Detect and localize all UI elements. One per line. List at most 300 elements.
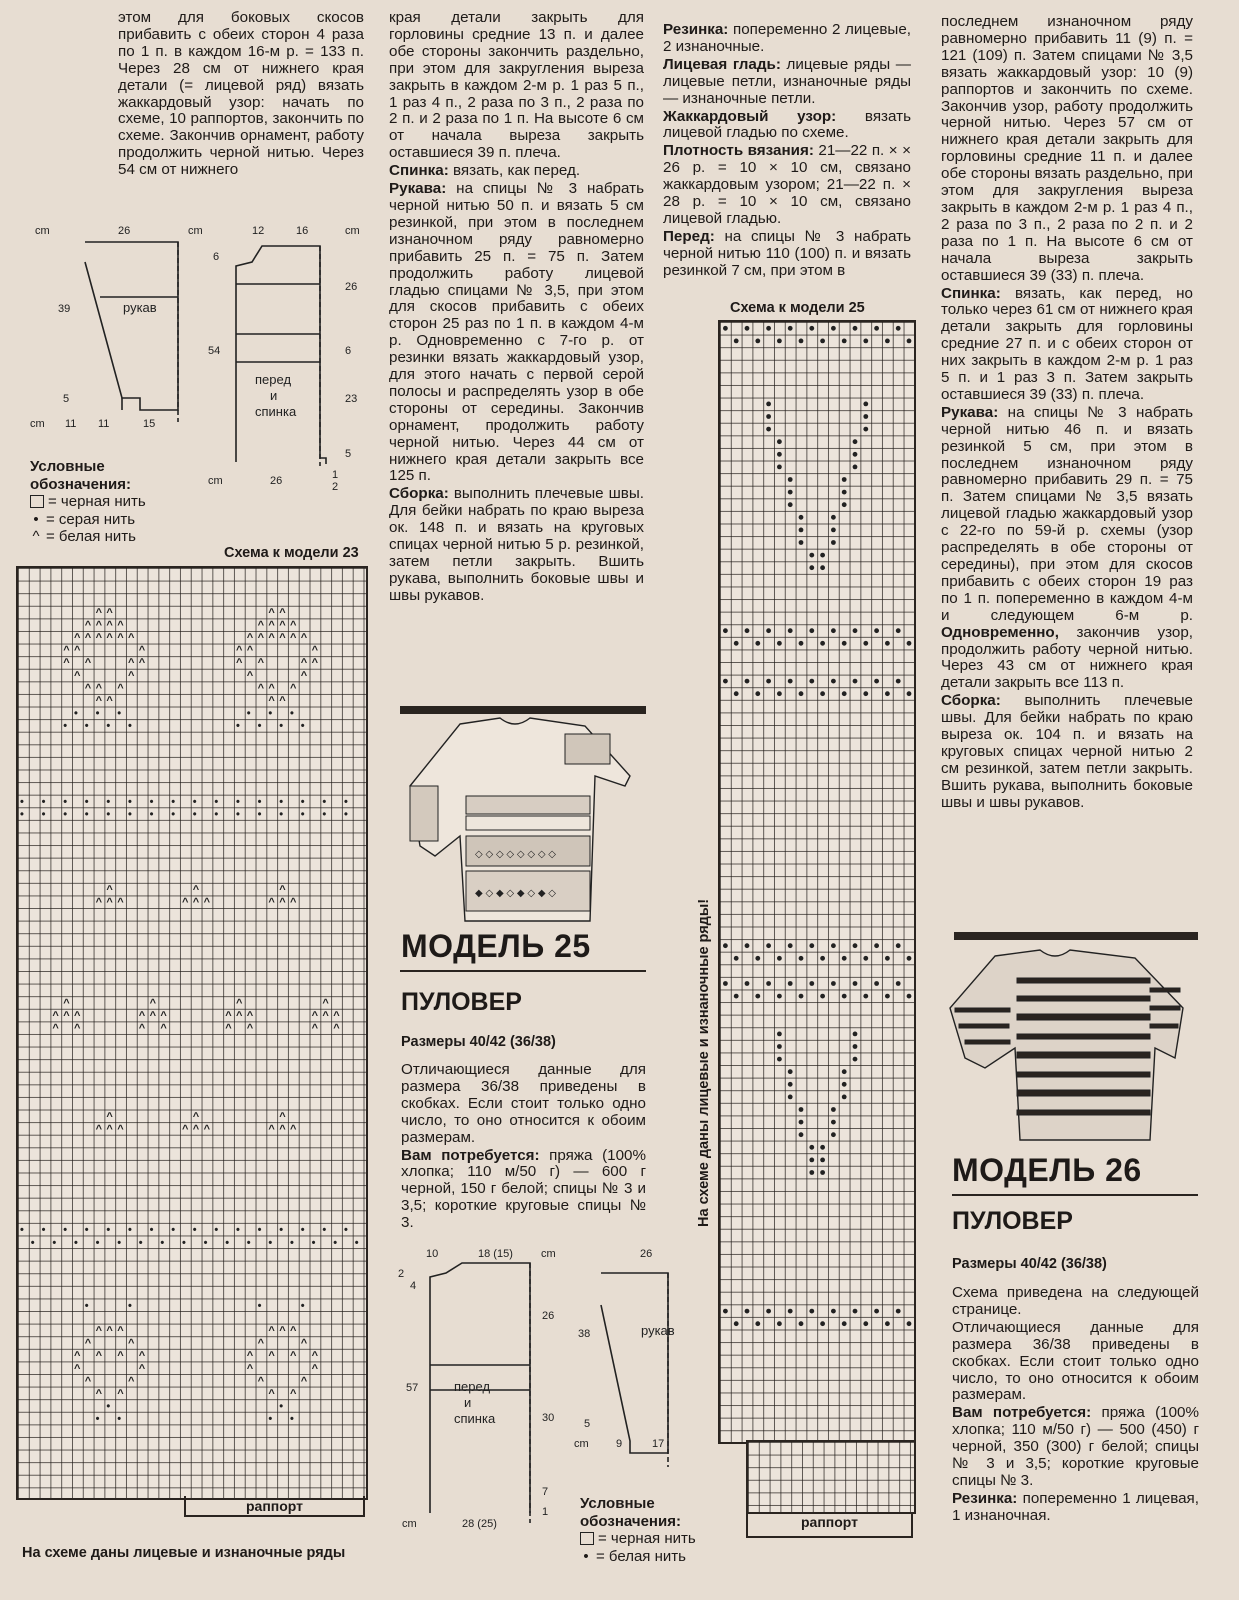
dot-symbol (874, 628, 879, 633)
dot-symbol: • (20, 1224, 24, 1237)
dot-symbol: • (106, 1400, 111, 1413)
dot-symbol: • (63, 720, 68, 733)
dot-symbol: • (74, 1236, 78, 1249)
model26-p1: Схема приведена на следующей странице. (952, 1284, 1199, 1318)
dot-symbol (809, 553, 814, 558)
caret-symbol: ^ (128, 632, 135, 644)
caret-symbol: ^ (84, 682, 92, 695)
dim-54: 54 (208, 345, 221, 357)
dot-symbol: • (30, 1236, 35, 1249)
dot-symbol (820, 565, 825, 570)
caret-symbol: ^ (333, 1010, 340, 1022)
dot-symbol: • (279, 1400, 284, 1413)
dim-26b: 26 (345, 281, 358, 293)
col3-p3: вязать лицевой гладью по схеме. (663, 107, 911, 142)
dot-symbol (734, 339, 739, 344)
dot-symbol (788, 477, 793, 482)
dot-symbol: • (95, 707, 100, 720)
dot-symbol (788, 943, 793, 948)
dot-symbol (766, 427, 771, 432)
dot-symbol (809, 1158, 814, 1163)
caret-symbol: ^ (268, 1123, 275, 1136)
dot-symbol (777, 465, 782, 470)
caret-symbol: ^ (268, 695, 275, 707)
caret-symbol: ^ (95, 695, 103, 707)
model25-p2: пряжа (100% хлопка; 110 м/50 г) — 600 г черной, 150 г белой; спицы № 3 и 3,5; короткие круговые спицы № 3. (401, 1146, 646, 1232)
dot-symbol (809, 943, 814, 948)
dot-symbol (755, 956, 760, 961)
caret-symbol: ^ (246, 669, 254, 682)
dot-symbol: • (84, 1299, 89, 1312)
caret-symbol: ^ (333, 1022, 340, 1035)
dim25-18: 18 (15) (478, 1248, 513, 1260)
black-yarn-swatch (30, 495, 44, 508)
dot-symbol (820, 956, 825, 961)
dot-icon-25: • (583, 1547, 589, 1565)
dot-symbol: • (171, 795, 176, 808)
dim-12: 12 (252, 225, 265, 237)
dot-symbol (863, 641, 868, 646)
dot-symbol: • (225, 1236, 230, 1249)
dim25-57: 57 (406, 1382, 419, 1394)
col3-p4: 21—22 п. × × 26 р. = 10 × 10 см, связано жаккардовым узором; 21—22 п. × 28 р. = 10 × 10 см, связано лицевой гладью. (663, 142, 911, 227)
col3-p5-label: Перед: (663, 227, 715, 245)
chart23-caption: Схема к модели 23 (224, 545, 359, 561)
model25-subtitle: ПУЛОВЕР (401, 988, 522, 1016)
dot-symbol: • (322, 808, 327, 821)
dot-symbol (777, 641, 782, 646)
dot-symbol (809, 326, 814, 331)
dot-symbol (842, 641, 847, 646)
caret-symbol: ^ (192, 884, 200, 896)
dot-symbol (831, 628, 836, 633)
dot-symbol (766, 1309, 771, 1314)
caret-symbol: ^ (279, 632, 286, 644)
caret-symbol: ^ (257, 632, 265, 644)
dot-symbol: • (84, 795, 89, 808)
dot-symbol: • (192, 795, 197, 808)
model26-subtitle: ПУЛОВЕР (952, 1207, 1073, 1235)
legend-model-23 (30, 458, 146, 546)
dot-symbol (799, 515, 804, 520)
dot-symbol: • (117, 707, 122, 720)
dot-symbol (853, 981, 858, 986)
caret-symbol: ^ (138, 1022, 146, 1035)
caret-symbol: ^ (95, 1123, 103, 1136)
dot-symbol: • (290, 1413, 294, 1426)
dot-symbol (831, 515, 836, 520)
caret-symbol: ^ (74, 1362, 81, 1375)
dot-symbol (766, 414, 771, 419)
dot-symbol (820, 1321, 825, 1326)
caret-symbol: ^ (106, 1110, 113, 1123)
dim25-cm2: cm (402, 1518, 417, 1530)
dot-symbol (853, 326, 858, 331)
dot-symbol: • (41, 1224, 46, 1237)
dim25-4: 4 (410, 1280, 417, 1292)
dot-symbol (842, 691, 847, 696)
dot-symbol: • (84, 1224, 89, 1237)
caret-symbol: ^ (203, 896, 211, 909)
legend-title-1: Условные (30, 458, 105, 475)
dot-symbol (831, 326, 836, 331)
dot-symbol: • (192, 808, 197, 821)
col3-p5: на спицы № 3 набрать черной нитью 110 (100) п. и вязать резинкой 7 см, при этом в (663, 227, 911, 279)
caret-symbol: ^ (106, 619, 113, 632)
dot-symbol (885, 691, 890, 696)
dot-symbol (788, 1095, 793, 1100)
dot-symbol (777, 956, 782, 961)
caret-symbol: ^ (192, 896, 200, 909)
col3-p1-label: Резинка: (663, 21, 729, 38)
col4-p3-label: Рукава: (941, 403, 999, 421)
dot-symbol (853, 452, 858, 457)
caret-symbol: ^ (300, 1375, 308, 1388)
caret-symbol: ^ (279, 1325, 286, 1337)
model26-title-rule (952, 1194, 1198, 1196)
dim25-5: 5 (584, 1418, 591, 1430)
caret-symbol: ^ (322, 997, 329, 1010)
dot-symbol (907, 641, 912, 646)
caret-symbol: ^ (138, 1350, 146, 1363)
model26-rule (954, 932, 1198, 940)
dot-symbol (788, 326, 793, 331)
dot-symbol (799, 994, 804, 999)
dot-symbol (734, 994, 739, 999)
caret-symbol: ^ (268, 1350, 275, 1363)
dot-symbol: • (149, 1224, 154, 1237)
dot-symbol: • (52, 1236, 57, 1249)
caret-symbol: ^ (128, 1337, 135, 1350)
body-label-2: и (270, 388, 278, 403)
dot-symbol: • (257, 1299, 262, 1312)
caret-symbol: ^ (236, 657, 243, 670)
dot-symbol (896, 981, 901, 986)
dot-symbol: • (257, 1224, 262, 1237)
dot-symbol (820, 1145, 825, 1150)
dim-5b: 5 (345, 448, 352, 460)
dot-symbol: • (106, 720, 111, 733)
caret-symbol: ^ (311, 1362, 319, 1375)
caret-symbol: ^ (95, 1350, 103, 1363)
dot-symbol (842, 1082, 847, 1087)
caret-symbol: ^ (246, 632, 254, 644)
caret-symbol: ^ (138, 657, 146, 670)
caret-symbol: ^ (52, 1010, 59, 1022)
svg-text:◆ ◇ ◆ ◇ ◆ ◇ ◆ ◇: ◆ ◇ ◆ ◇ ◆ ◇ ◆ ◇ (475, 888, 556, 899)
col4-p4: выполнить плечевые швы. Для бейки набрать по краю выреза ок. 104 п. и вязать на круговых спицах черной нитью 2 см резинкой, затем петли закрыть. Вшить рукава, выполнить боковые швы и швы рукавов. (941, 692, 1193, 811)
dot-symbol: • (214, 795, 219, 808)
dim-26: 26 (118, 225, 131, 237)
caret-symbol: ^ (128, 1375, 135, 1388)
dot-symbol (853, 1309, 858, 1314)
dot-symbol (777, 1057, 782, 1062)
dot-symbol: • (128, 808, 132, 821)
model25-sizes: Размеры 40/42 (36/38) (401, 1034, 556, 1050)
caret-symbol: ^ (246, 1350, 254, 1363)
dot-symbol (809, 1145, 814, 1150)
caret-symbol: ^ (117, 682, 124, 695)
dot-symbol (831, 528, 836, 533)
dot-symbol: • (63, 808, 68, 821)
col2-p4-label: Сборка: (389, 485, 449, 503)
caret-symbol: ^ (279, 896, 286, 909)
caret-symbol: ^ (290, 632, 297, 644)
dot-symbol: • (354, 1236, 359, 1249)
dot-symbol (820, 1170, 825, 1175)
caret-symbol: ^ (95, 896, 103, 909)
dot-symbol: • (20, 795, 24, 808)
col3-p2: лицевые ряды — лицевые петли, изнаночные ряды — изнаночные петли. (663, 55, 911, 107)
caret-symbol: ^ (160, 1010, 167, 1022)
caret-symbol: ^ (117, 619, 124, 632)
dot-symbol: • (106, 808, 111, 821)
caret-symbol: ^ (74, 1350, 81, 1363)
caret-symbol: ^ (192, 1123, 200, 1136)
model26-p3: пряжа (100% хлопка; 110 м/50 г) — 500 (450) г черной, 350 (300) г белой; спицы № 3 и 3,5; короткие круговые спицы № 3. (952, 1404, 1199, 1489)
chart25-caption: Схема к модели 25 (730, 300, 865, 316)
chart25-vertical-note: На схеме даны лицевые и изнаночные ряды! (696, 898, 712, 1227)
caret-symbol: ^ (290, 1123, 297, 1136)
dot-symbol: • (236, 1224, 240, 1237)
body25-label-3: спинка (454, 1411, 496, 1426)
dot-symbol (831, 679, 836, 684)
dot-symbol (885, 1321, 890, 1326)
dot-symbol (853, 679, 858, 684)
dot-symbol (788, 1309, 793, 1314)
dot-symbol (777, 1044, 782, 1049)
dim-cm5: cm (208, 475, 223, 487)
dot-symbol: • (236, 795, 240, 808)
dot-symbol: • (268, 1236, 273, 1249)
dot-symbol (842, 956, 847, 961)
caret-symbol: ^ (246, 1010, 254, 1022)
caret-symbol: ^ (311, 1350, 319, 1363)
dot-symbol: • (290, 707, 294, 720)
caret-symbol: ^ (311, 1022, 319, 1035)
dot-symbol (755, 994, 760, 999)
dot-symbol: • (106, 1224, 111, 1237)
dot-symbol (820, 994, 825, 999)
dot-symbol: • (171, 1224, 176, 1237)
dot-symbol (896, 1309, 901, 1314)
caret-symbol: ^ (74, 669, 81, 682)
col3-p4-label: Плотность вязания: (663, 142, 814, 160)
dot-symbol: • (279, 808, 284, 821)
dot-symbol (907, 956, 912, 961)
dot-symbol: • (20, 808, 24, 821)
dot-symbol (885, 339, 890, 344)
caret-symbol: ^ (84, 1337, 92, 1350)
dot-symbol (809, 981, 814, 986)
dot-symbol: • (236, 808, 240, 821)
dot-symbol (766, 981, 771, 986)
caret-symbol: ^ (106, 1123, 113, 1136)
caret-symbol: ^ (279, 606, 286, 619)
dim-11a: 11 (65, 418, 77, 430)
dot-symbol (745, 679, 750, 684)
dot-symbol: • (160, 1236, 165, 1249)
caret-symbol: ^ (74, 1022, 81, 1035)
caret-symbol: ^ (138, 1362, 146, 1375)
col2-p2-label: Спинка: (389, 162, 449, 180)
dot-symbol: • (203, 1236, 208, 1249)
black-yarn-swatch-25 (580, 1532, 594, 1545)
caret-symbol: ^ (95, 682, 103, 695)
dot-symbol: • (333, 1236, 338, 1249)
caret-symbol: ^ (84, 632, 92, 644)
caret-symbol: ^ (117, 1325, 124, 1337)
dot-symbol: • (268, 707, 273, 720)
dim25-38: 38 (578, 1328, 591, 1340)
dim-5: 5 (63, 393, 70, 405)
legend25-black: = черная нить (598, 1530, 696, 1547)
dim25-30: 30 (542, 1412, 555, 1424)
dot-symbol (723, 1309, 728, 1314)
caret-symbol: ^ (279, 619, 286, 632)
dot-symbol (842, 502, 847, 507)
dot-icon: • (33, 510, 39, 528)
caret-symbol: ^ (63, 657, 70, 670)
dot-symbol (896, 628, 901, 633)
dot-symbol (766, 628, 771, 633)
dot-symbol (788, 679, 793, 684)
dot-symbol: • (268, 1413, 273, 1426)
model25-text (401, 1062, 646, 1233)
col3-p3-label: Жаккардовый узор: (663, 107, 837, 125)
dot-symbol (896, 943, 901, 948)
dot-symbol (745, 628, 750, 633)
dot-symbol (734, 1321, 739, 1326)
caret-symbol: ^ (63, 1010, 70, 1022)
dot-symbol (777, 452, 782, 457)
dot-symbol (896, 679, 901, 684)
caret-symbol: ^ (106, 1325, 113, 1337)
model26-sizes: Размеры 40/42 (36/38) (952, 1256, 1107, 1272)
caret-symbol: ^ (268, 619, 275, 632)
dot-symbol: • (63, 1224, 68, 1237)
dot-symbol (723, 326, 728, 331)
dot-symbol (788, 490, 793, 495)
dot-symbol (907, 691, 912, 696)
caret-symbol: ^ (74, 644, 81, 657)
dot-symbol: • (300, 808, 305, 821)
dot-symbol: • (41, 795, 46, 808)
dot-symbol (907, 1321, 912, 1326)
dot-symbol (723, 981, 728, 986)
dot-symbol (853, 465, 858, 470)
dot-symbol: • (322, 795, 327, 808)
dot-symbol: • (236, 720, 240, 733)
dot-symbol (809, 1309, 814, 1314)
dot-symbol (734, 641, 739, 646)
caret-symbol: ^ (257, 657, 265, 670)
col4-text (941, 14, 1193, 813)
dot-symbol (799, 1107, 804, 1112)
dot-symbol (842, 1321, 847, 1326)
model26-p3-label: Вам потребуется: (952, 1404, 1092, 1422)
caret-symbol: ^ (106, 606, 113, 619)
dot-symbol: • (279, 720, 284, 733)
model26-title: МОДЕЛЬ 26 (952, 1152, 1142, 1188)
chart23-note: На схеме даны лицевые и изнаночные ряды (22, 1545, 346, 1561)
caret-symbol: ^ (290, 896, 297, 909)
dot-symbol: • (344, 795, 348, 808)
dot-symbol (777, 339, 782, 344)
dot-symbol (831, 1132, 836, 1137)
col2-p3: на спицы № 3 набрать черной нитью 50 п. и вязать 5 см резинкой, при этом в последнем изнаночном ряду равномерно прибавить 25 п. = 75 п. Затем продолжить работу лицевой гладью спицами № 3,5, при этом для скосов прибавить с обеих сторон 25 раз по 1 п. в каждом 4-м р. Одновременно с 7-го р. от резинки вязать жаккардовый узор, для этого начать с первой серой полосы и распределять узор в обе стороны от середины. Закончив орнамент, продолжить работу черной нитью. Через 44 см от нижнего края детали закрыть все 125 п. (389, 180, 644, 485)
col4-p3-bold: Одновременно, (941, 623, 1059, 641)
caret-symbol: ^ (290, 1350, 297, 1363)
dim-cm3: cm (30, 418, 45, 430)
dot-symbol (755, 339, 760, 344)
dot-symbol: • (171, 808, 176, 821)
dot-symbol (799, 540, 804, 545)
caret-symbol: ^ (257, 682, 265, 695)
dot-symbol: • (214, 1224, 219, 1237)
dot-symbol (723, 679, 728, 684)
chart23-symbols (18, 568, 366, 1498)
dot-symbol: • (300, 720, 305, 733)
legend25-title-1: Условные (580, 1495, 655, 1512)
dot-symbol: • (322, 1224, 327, 1237)
caret-symbol: ^ (300, 669, 308, 682)
dim25-28: 28 (25) (462, 1518, 497, 1530)
caret-symbol: ^ (246, 1022, 254, 1035)
dim-15: 15 (143, 418, 156, 430)
dim-11b: 11 (98, 418, 110, 430)
dot-symbol (820, 691, 825, 696)
dot-symbol (853, 943, 858, 948)
dot-symbol (863, 994, 868, 999)
dot-symbol: • (128, 720, 132, 733)
dot-symbol: • (106, 795, 111, 808)
dot-symbol (777, 1032, 782, 1037)
body25-label-1: перед (454, 1379, 491, 1394)
caret-symbol: ^ (311, 657, 319, 670)
dot-symbol (723, 943, 728, 948)
col3-p1: попеременно 2 лицевые, 2 изнаночные. (663, 21, 911, 55)
caret-symbol: ^ (236, 997, 243, 1010)
caret-symbol: ^ (257, 1375, 265, 1388)
dot-symbol (766, 943, 771, 948)
dot-symbol (885, 994, 890, 999)
model26-p4-label: Резинка: (952, 1489, 1018, 1507)
dot-symbol: • (246, 1236, 251, 1249)
caret-symbol: ^ (290, 1388, 297, 1400)
sleeve-label: рукав (123, 300, 157, 315)
dot-symbol (831, 1107, 836, 1112)
caret-symbol: ^ (279, 884, 286, 896)
caret-symbol: ^ (106, 695, 113, 707)
dot-symbol: • (279, 1224, 284, 1237)
dot-symbol (863, 402, 868, 407)
dot-symbol: • (117, 1236, 122, 1249)
legend-white: = белая нить (46, 528, 136, 545)
dot-symbol: • (214, 808, 219, 821)
dot-symbol (863, 427, 868, 432)
dot-symbol: • (257, 808, 262, 821)
dot-symbol (788, 1069, 793, 1074)
caret-symbol: ^ (290, 682, 297, 695)
dot-symbol: • (149, 808, 154, 821)
chart23-rapport: раппорт (245, 1498, 304, 1514)
dot-symbol: • (182, 1236, 186, 1249)
caret-symbol: ^ (268, 896, 275, 909)
caret-symbol: ^ (117, 632, 124, 644)
dim-6b: 6 (345, 345, 352, 357)
model25-rule (400, 706, 646, 714)
